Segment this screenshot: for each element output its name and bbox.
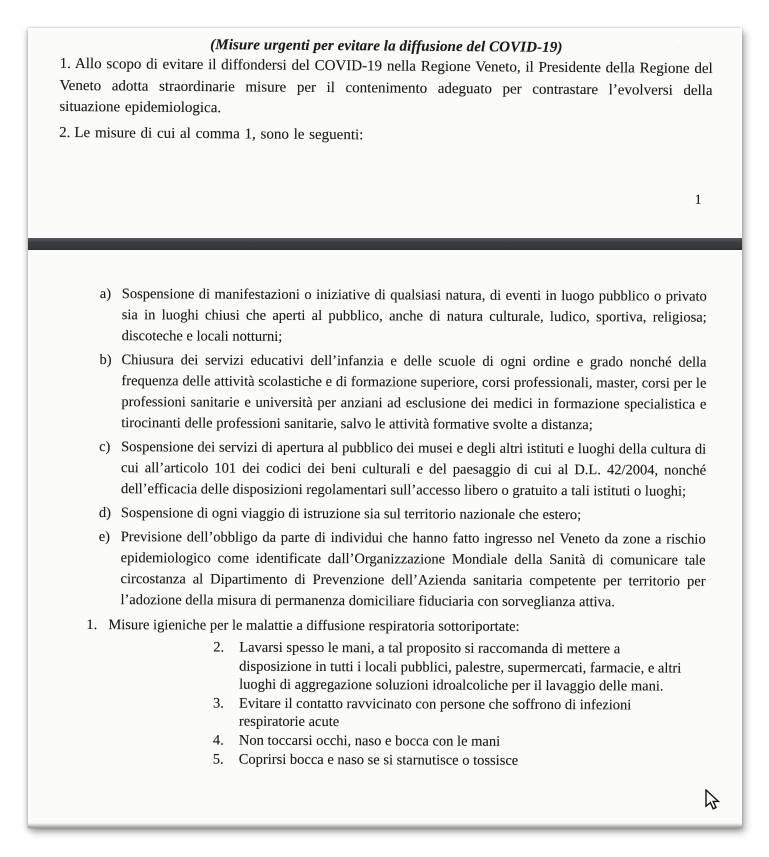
- list-marker: c): [99, 439, 111, 456]
- page-1: [28, 28, 742, 238]
- list-item-text: Sospensione di manifestazioni o iniziative di qualsiasi natura, di eventi in luogo pubblico o privato sia in luoghi chiusi che aperti al pubblico, anche di natura culturale, ludico, sportiva, religiosa; discoteche e locali notturni;: [121, 286, 707, 345]
- paragraph-number: 2.: [59, 124, 71, 141]
- paragraph-text: Le misure di cui al comma 1, sono le seguenti:: [74, 124, 364, 143]
- list-marker: 1.: [86, 616, 98, 634]
- list-marker: e): [98, 529, 111, 546]
- list-item: [100, 284, 707, 350]
- list-item-text: Non toccarsi occhi, naso e bocca con le mani: [238, 732, 501, 750]
- list-marker: d): [98, 505, 111, 522]
- paragraph: [59, 54, 712, 124]
- list-marker: 3.: [212, 695, 224, 712]
- lettered-list: [28, 284, 742, 614]
- page-1-paragraphs: [59, 54, 713, 149]
- list-item: [213, 750, 691, 771]
- list-item: [98, 527, 705, 614]
- page-2-content: [28, 250, 742, 771]
- list-item: [99, 437, 706, 503]
- page-2: [28, 250, 742, 828]
- list-item-text: Sospensione di ogni viaggio di istruzione sia sul territorio nazionale che estero;: [120, 505, 582, 524]
- numbered-section: [86, 615, 720, 639]
- list-marker: 4.: [212, 732, 224, 749]
- list-marker: b): [99, 352, 112, 369]
- document-viewer[interactable]: [28, 28, 742, 828]
- list-item-text: Lavarsi spesso le mani, a tal proposito si raccomanda di mettere a disposizione in tutti i locali pubblici, palestre, supermercati, farmacie, e altri luoghi di aggregazione soluzioni idroalcoliche per il lavaggio delle mani.: [239, 639, 682, 695]
- list-item: [213, 694, 691, 733]
- list-item-text: Sospensione dei servizi di apertura al pubblico dei musei e degli altri istituti e luoghi della cultura di cui all’articolo 101 dei codici dei beni culturali e del paesaggio di cui al D.L. 42/2004, nonché dell’efficacia delle disposizioni regolamentari sull’accesso libero o gratuito a tali istituti o luoghi;: [120, 439, 707, 500]
- page-divider: [28, 238, 742, 250]
- numbered-list: [28, 638, 740, 771]
- list-item: [99, 350, 706, 437]
- list-marker: 2.: [213, 639, 225, 656]
- list-marker: 5.: [212, 751, 224, 768]
- list-item-text: Evitare il contatto ravvicinato con persone che soffrono di infezioni respiratorie acute: [238, 695, 632, 731]
- paragraph-text: Allo scopo di evitare il diffondersi del COVID-19 nella Regione Veneto, il Presidente della Regione del Veneto adotta straordinarie misure per il contenimento adeguato per contrastare l’evolversi della situazione epidemiologica.: [59, 56, 713, 117]
- paragraph-number: 1.: [59, 55, 72, 73]
- list-marker: a): [99, 286, 112, 303]
- document-title: (Misure urgenti per evitare la diffusione del COVID-19): [210, 37, 563, 56]
- list-item: [99, 503, 706, 527]
- list-item-text: Previsione dell’obbligo da parte di individui che hanno fatto ingresso nel Veneto da zone a rischio epidemiologico come identificate dall’Organizzazione Mondiale della Sanità di comunicare tale circostanza al Dipartimento di Prevenzione dell’Azienda sanitaria competente per territorio per l’adozione della misura di permanenza domiciliare fiduciaria con sorveglianza attiva.: [120, 529, 706, 611]
- paragraph: [59, 122, 712, 149]
- section-text: Misure igieniche per le malattie a diffusione respiratoria sottoriportate:: [108, 617, 520, 635]
- page-1-content: [28, 28, 742, 209]
- list-item: [213, 732, 691, 753]
- list-item-text: Coprirsi bocca e naso se si starnutisce o tossisce: [238, 751, 519, 769]
- page-number: 1: [694, 192, 702, 208]
- list-item: [213, 639, 691, 697]
- list-item-text: Chiusura dei servizi educativi dell’infanzia e delle scuole di ogni ordine e grado nonché della frequenza delle attività scolastiche e di formazione superiore, corsi professionali, master, corsi per le professioni sanitarie e università per anziani ad esclusione dei medici in formazione specialistica e tirocinanti delle professioni sanitarie, salvo le attività formative svolte a distanza;: [121, 352, 707, 434]
